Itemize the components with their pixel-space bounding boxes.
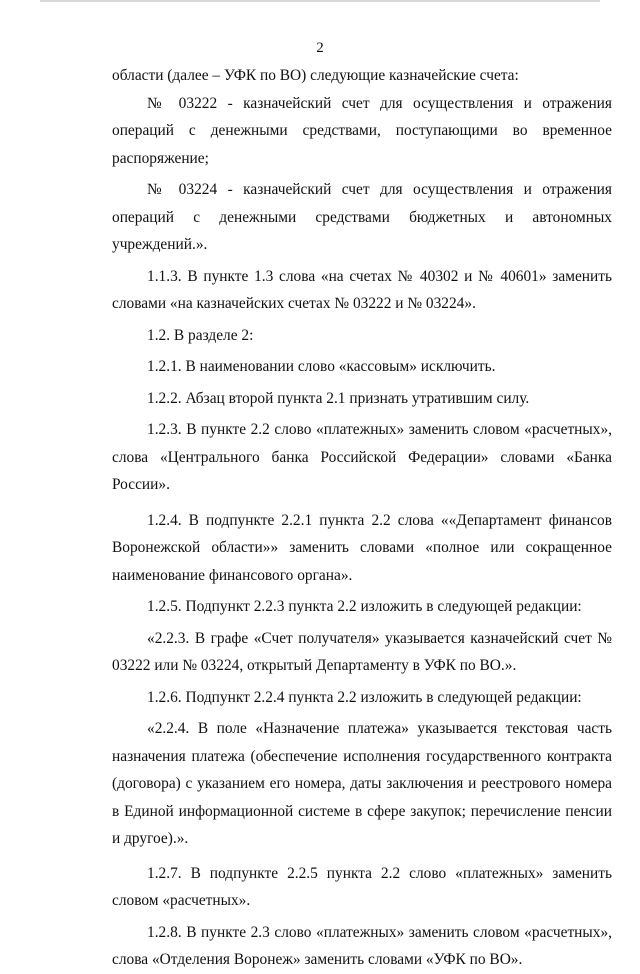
paragraph-continuation: области (далее – УФК по ВО) следующие казначейские счета: [112,67,519,84]
document-body [112,62,612,974]
paragraph-1-2-5: 1.2.5. Подпункт 2.2.3 пункта 2.2 изложить в следующей редакции: [147,598,582,615]
paragraph-1-2-2: 1.2.2. Абзац второй пункта 2.1 признать утратившим силу. [147,389,530,407]
page-number: 2 [316,40,324,56]
paragraph-quote-2-2-3: «2.2.3. В графе «Счет получателя» указывается казначейский счет № 03222 или № 03224, открытый Департаменту в УФК по ВО.». [112,629,612,674]
paragraph-account-03222: № 03222 - казначейский счет для осуществления и отражения операций с денежными средствами, поступающими во временное распоряжение; [112,94,612,167]
paragraph-1-2-4: 1.2.4. В подпункте 2.2.1 пункта 2.2 слова ««Департамент финансов Воронежской области»» заменить словами «полное или сокращенное наименование финансового органа». [112,511,612,584]
paragraph-1-2: 1.2. В разделе 2: [147,326,254,344]
paragraph-1-2-1: 1.2.1. В наименовании слово «кассовым» исключить. [147,358,496,375]
paragraph-1-2-6: 1.2.6. Подпункт 2.2.4 пункта 2.2 изложить в следующей редакции: [147,688,582,706]
paragraph-1-2-8: 1.2.8. В пункте 2.3 слово «платежных» заменить словом «расчетных», слова «Отделения Воронеж» заменить словами «УФК по ВО». [112,923,612,968]
paragraph-1-1-3: 1.1.3. В пункте 1.3 слова «на счетах № 40302 и № 40601» заменить словами «на казначейских счетах № 03222 и № 03224». [112,267,612,312]
paragraph-quote-2-2-4: «2.2.4. В поле «Назначение платежа» указывается текстовая часть назначения платежа (обеспечение исполнения государственного контракта (договора) с указанием его номера, даты заключения и реестрового номера в Единой информационной системе в сфере закупок; перечисление пенсии и другое).». [112,720,612,847]
page-top-edge [40,0,600,2]
paragraph-1-2-3: 1.2.3. В пункте 2.2 слово «платежных» заменить словом «расчетных», слова «Центрального банка Российской Федерации» словами «Банка России». [112,421,612,493]
paragraph-account-03224: № 03224 - казначейский счет для осуществления и отражения операций с денежными средствами бюджетных и автономных учреждений.». [112,181,612,253]
paragraph-1-2-7: 1.2.7. В подпункте 2.2.5 пункта 2.2 слово «платежных» заменить словом «расчетных». [112,864,612,909]
